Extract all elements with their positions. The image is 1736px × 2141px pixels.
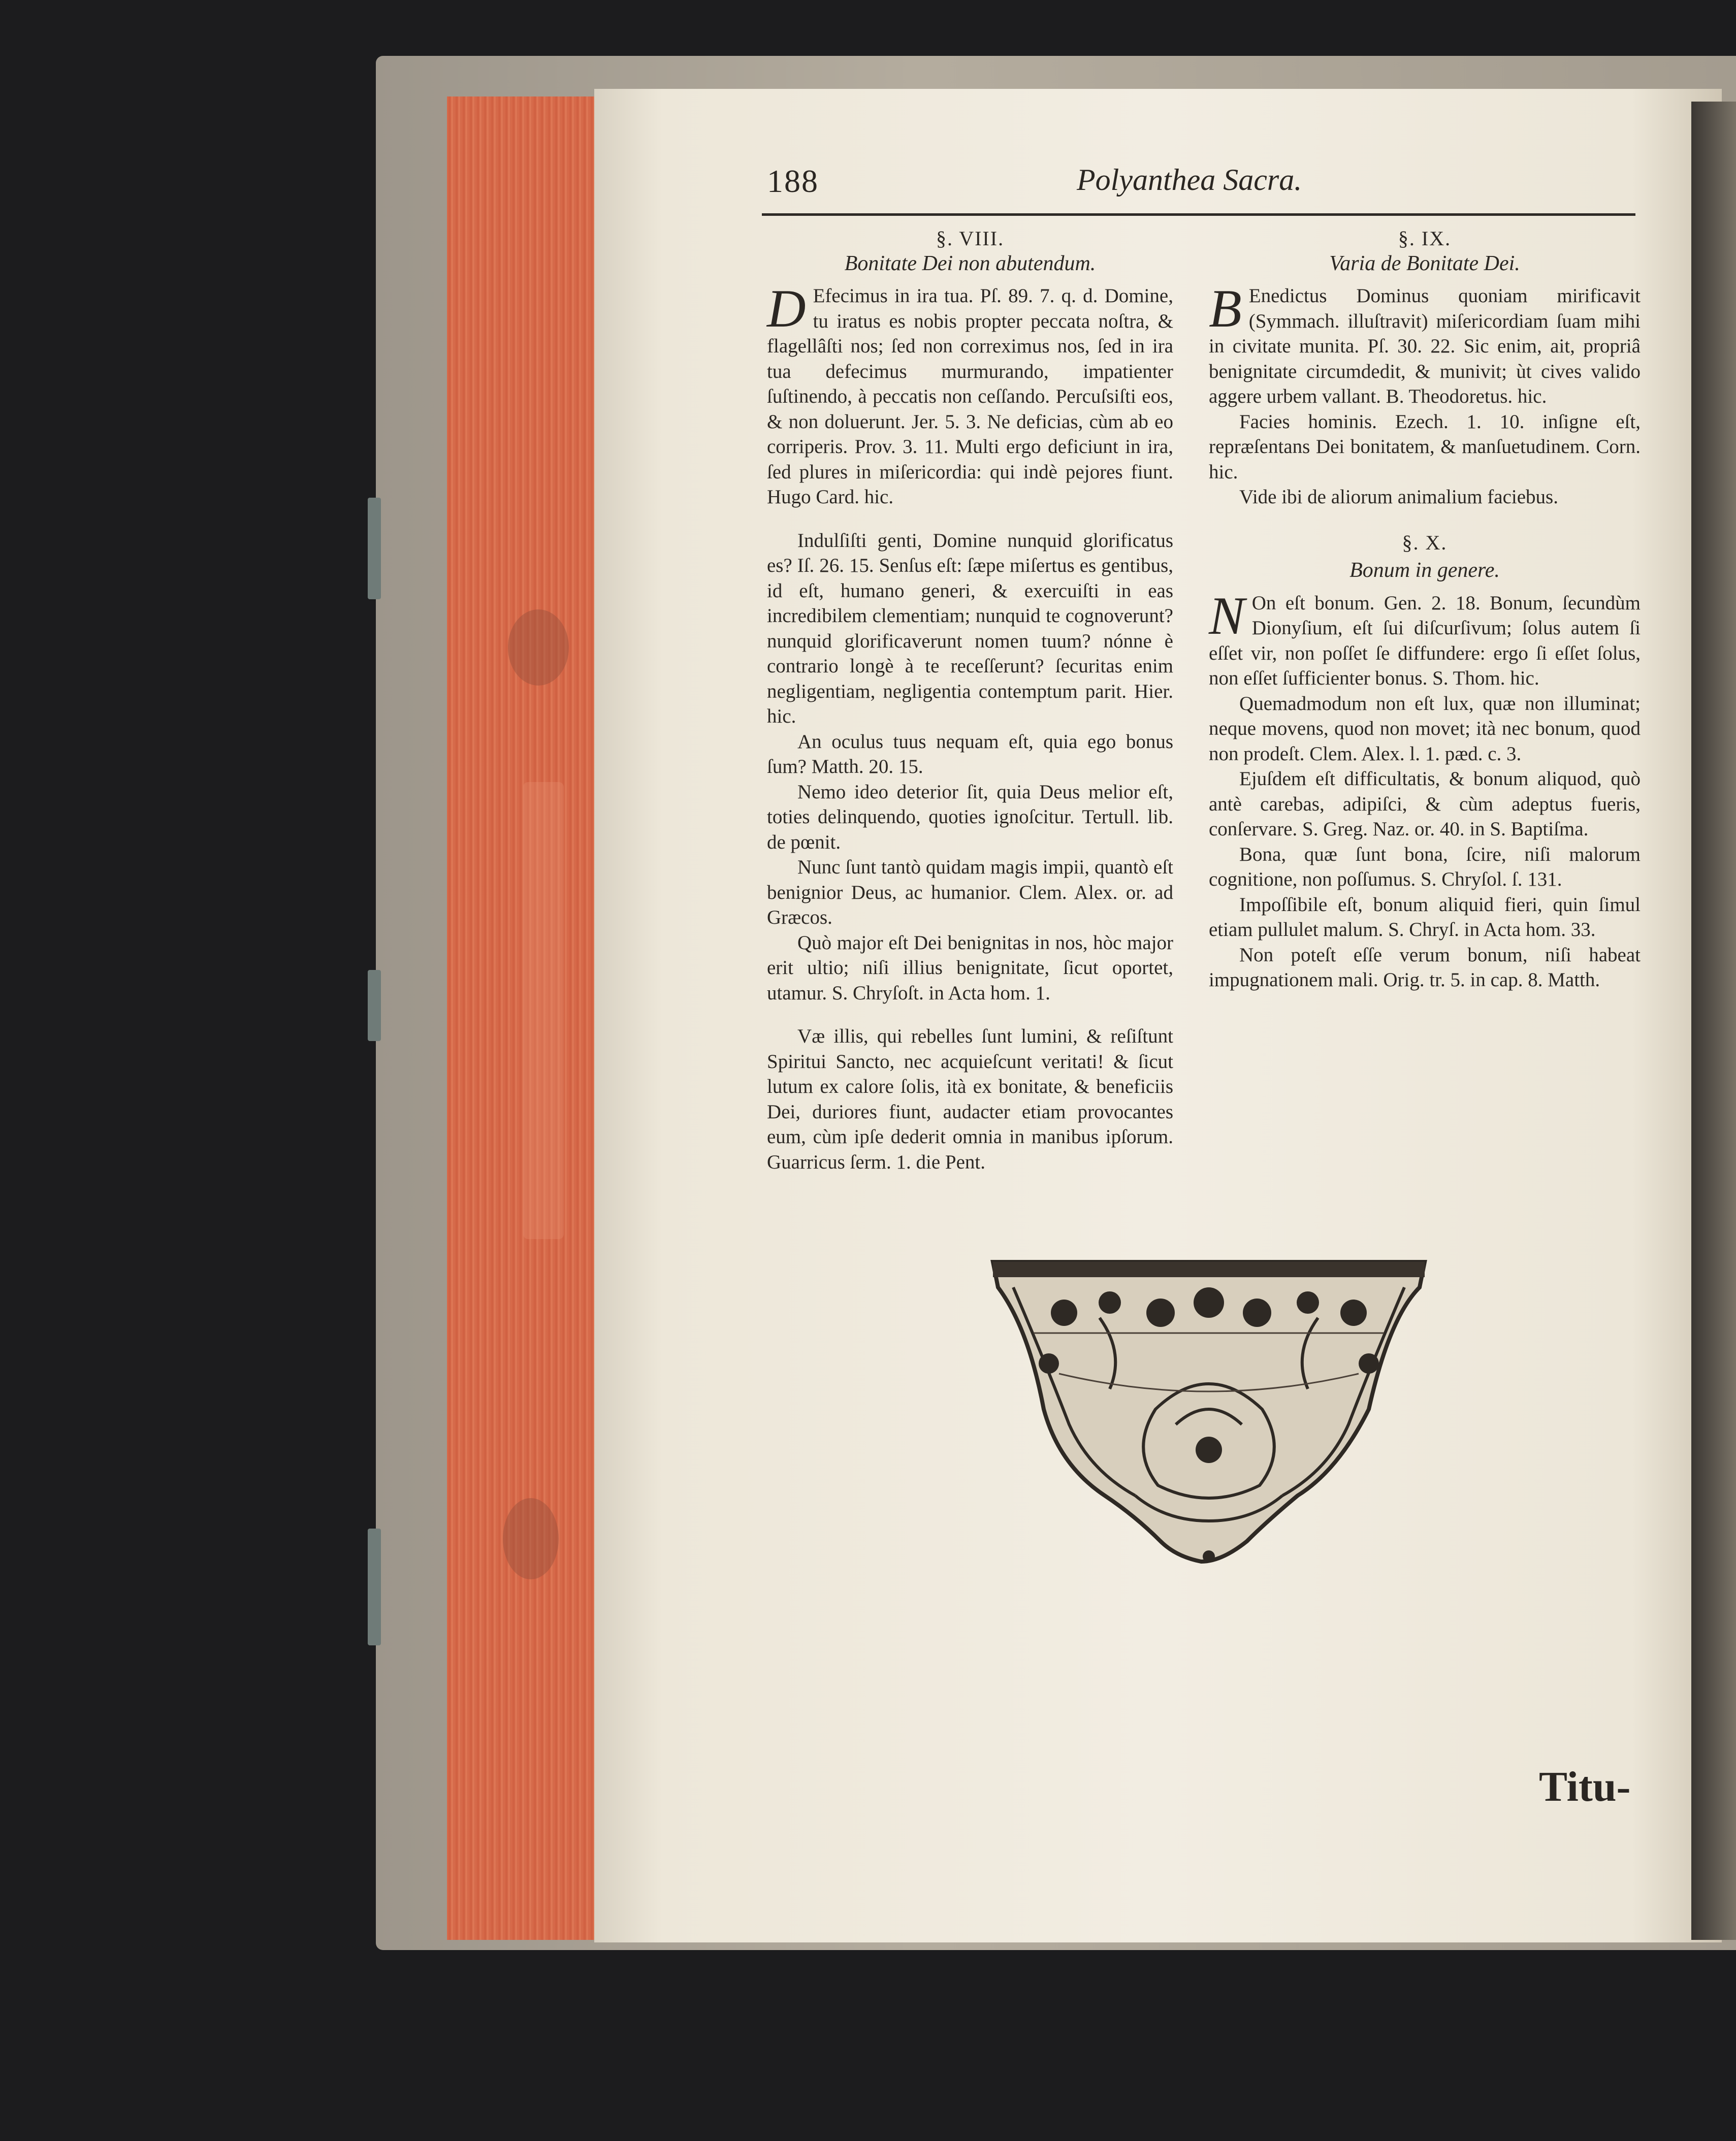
drop-initial: N — [1209, 586, 1245, 645]
paragraph — [1209, 279, 1641, 409]
section-number: §. IX. — [1398, 227, 1452, 250]
section-title: Varia de Bonitate Dei. — [1329, 251, 1520, 275]
page-number: 188 — [767, 163, 819, 199]
paragraph: Quò major eſt Dei benignitas in nos, hòc major erit ultio; niſi illius benignitate, ſicut oportet, utamur. S. Chryſoſt. in Acta hom. 1. — [767, 931, 1173, 1004]
paragraph-text: Efecimus in ira tua. Pſ. 89. 7. q. d. Domine, tu iratus es nobis propter peccata noſtra, & flagellâſti nos; ſed non correximus nos, ſed in ira tua defecimus murmurando, impatienter ſuſtinendo, à peccatis non ceſſando. Percuſsiſti eos, & non doluerunt. Jer. 5. 3. Ne deficias, cùm ab eo corriperis. Prov. 3. 11. Multi ergo deficiunt in ira, ſed plures in miſericordia: qui indè pejores fiunt. Hugo Card. hic. — [767, 285, 1173, 508]
paragraph: An oculus tuus nequam eſt, quia ego bonus ſum? Matth. 20. 15. — [767, 730, 1173, 777]
next-page-edge — [1691, 102, 1736, 1940]
paragraph: Nemo ideo deterior ſit, quia Deus melior eſt, toties delinquendo, quoties ignoſcitur. Tertull. lib. de pœnit. — [767, 781, 1173, 853]
clasp-mid — [368, 970, 381, 1041]
paragraph: Quemadmodum non eſt lux, quæ non illuminat; neque movens, quod non movet; ità nec bonum, quod non prodeſt. Clem. Alex. l. 1. pæd. c. 3. — [1209, 692, 1641, 765]
section-title: Bonitate Dei non abutendum. — [844, 251, 1096, 275]
paragraph: Non poteſt eſſe verum bonum, niſi habeat impugnationem mali. Orig. tr. 5. in cap. 8. Matth. — [1209, 944, 1641, 991]
paragraph: Facies hominis. Ezech. 1. 10. inſigne eſt, repræſentans Dei bonitatem, & manſuetudinem. Corn. hic. — [1209, 410, 1641, 483]
edge-stain — [503, 1498, 559, 1579]
tailpiece-ornament — [983, 1257, 1435, 1567]
clasp-bottom — [368, 1529, 381, 1645]
drop-initial: B — [1209, 279, 1242, 338]
section-title: Bonum in genere. — [1349, 559, 1500, 582]
clasp-top — [368, 498, 381, 599]
edge-stain — [508, 609, 569, 686]
paragraph: Ejuſdem eſt difficultatis, & bonum aliquod, quò antè carebas, adipiſci, & cùm adeptus fueris, conſervare. S. Greg. Naz. or. 40. in S. Baptiſma. — [1209, 768, 1641, 840]
right-column — [1209, 226, 1641, 993]
paragraph: Bona, quæ ſunt bona, ſcire, niſi malorum cognitione, non poſſumus. S. Chryſol. ſ. 131. — [1209, 843, 1641, 890]
paragraph: Indulſiſti genti, Domine nunquid glorificatus es? Iſ. 26. 15. Senſus eſt: ſæpe miſertus es gentibus, id eſt, humano generi, & exercuiſti in eas incredibilem clementiam; nunquid te cognoverunt? nunquid glorificaverunt nomen tuum? nónne è contrario longè à te receſſerunt? ſecuritas enim negligentiam, negligentia contemptum parit. Hier. hic. — [767, 529, 1173, 727]
paragraph — [767, 279, 1173, 510]
paragraph: Impoſſibile eſt, bonum aliquid fieri, quin ſimul etiam pullulet malum. S. Chryſ. in Acta hom. 33. — [1209, 893, 1641, 940]
paragraph-text: On eſt bonum. Gen. 2. 18. Bonum, ſecundùm Dionyſium, eſt ſui diſcurſivum; ſolus autem ſi eſſet vir, non poſſet ſe diffundere: ergo ſi eſſet ſolus, non eſſet ſufficienter bonus. S. Thom. hic. — [1209, 592, 1641, 689]
paragraph: Nunc ſunt tantò quidam magis impii, quantò eſt benignior Deus, ac humanior. Clem. Alex. or. ad Græcos. — [767, 856, 1173, 928]
paragraph: Væ illis, qui rebelles ſunt lumini, & reſiſtunt Spiritui Sancto, nec acquieſcunt veritati! & ſicut lutum ex calore ſolis, ità ex bonitate, & beneficiis Dei, duriores fiunt, audacter etiam provocantes eum, cùm ipſe dederit omnia in manibus ipſorum. Guarricus ſerm. 1. die Pent. — [767, 1025, 1173, 1173]
running-title: Polyanthea Sacra. — [1077, 163, 1302, 197]
paragraph-text: Enedictus Dominus quoniam mirificavit (Symmach. illuſtravit) miſericordiam ſuam mihi in civitate munita. Pſ. 30. 22. Sic enim, ait, propriâ benignitate circumdedit, & munivit; ùt cives valido aggere urbem vallant. B. Theodoretus. hic. — [1209, 285, 1641, 407]
header-rule — [762, 213, 1635, 216]
section-number: §. X. — [1402, 531, 1448, 554]
left-column — [767, 226, 1173, 1175]
edge-stain — [523, 782, 564, 1239]
page-edge-red — [447, 96, 594, 1940]
section-number: §. VIII. — [936, 227, 1005, 250]
catchword: Titu- — [1539, 1763, 1631, 1810]
paragraph — [1209, 586, 1641, 691]
paragraph: Vide ibi de aliorum animalium faciebus. — [1239, 486, 1558, 508]
drop-initial: D — [767, 279, 806, 338]
